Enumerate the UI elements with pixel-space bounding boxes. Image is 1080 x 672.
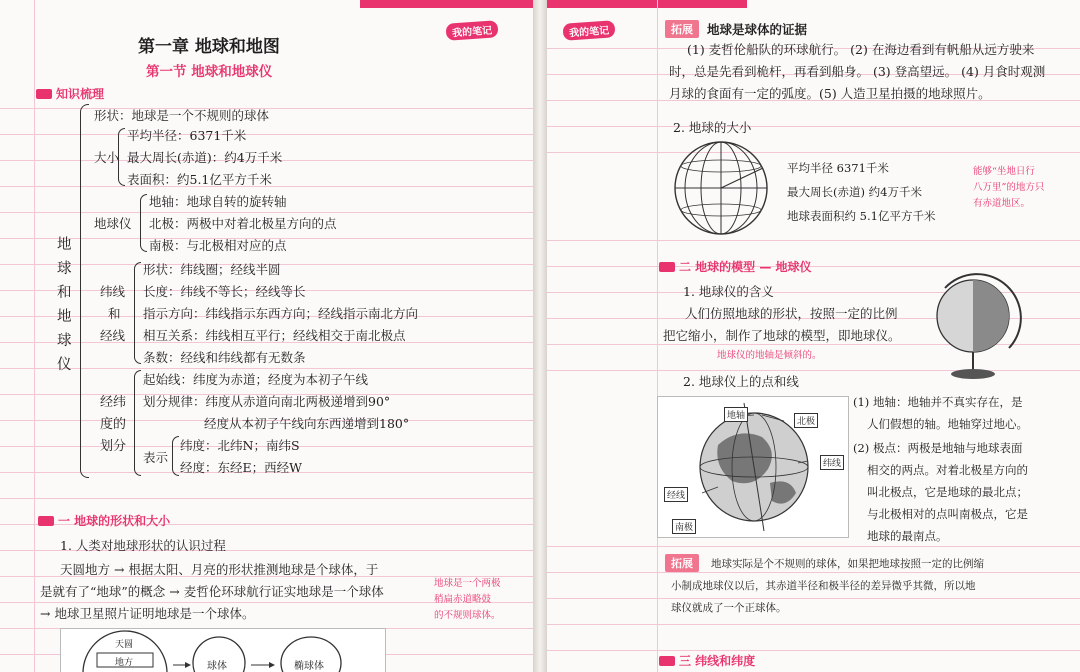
notation-label: 表示 [143,450,169,465]
lines-item: 条数：经线和纬线都有无数条 [143,350,306,365]
knowledge-badge-icon [36,89,52,99]
globe-model-illustration [925,270,1025,390]
evidence-line: 时，总是先看到桅杆，再看到船身。 (3) 登高望远。 (4) 月食时观测 [669,64,1046,79]
degree-item: 起始线：纬度为赤道；经度为本初子午线 [143,372,369,387]
degree-item: 经度从本初子午线向东西递增到180° [204,416,410,431]
lines-label: 和 [108,306,121,321]
degree-item: 划分规律：纬度从赤道向南北两极递增到90° [143,394,391,409]
section-badge-icon [659,262,675,272]
earth-size-diagram [667,138,777,238]
diagram-label: 天圆 [115,640,134,650]
points-line: 人们假想的轴。地轴穿过地心。 [867,417,1028,431]
size-side-note: 能够“坐地日行 [973,166,1035,177]
side-note: 稍扁赤道略鼓 [434,594,492,605]
left-page [0,0,533,672]
globe-points-diagram [657,396,849,538]
my-notes-tag: 我的笔记 [445,20,498,41]
lines-item: 指示方向：纬线指示东西方向；经线指示南北方向 [143,306,419,321]
evidence-line: 月球的食面有一定的弧度。(5) 人造卫星拍摄的地球照片。 [669,86,991,101]
section-title: 第一节 地球和地球仪 [146,64,273,80]
section-1-para: 天圆地方 → 根据太阳、月亮的形状推测地球是个球体，于 [60,562,379,577]
globe-label-south-pole: 南极 [672,519,696,534]
extension-badge: 拓展 [665,554,699,572]
lines-item: 形状：纬线圈；经线半圆 [143,262,281,277]
globe-label: 地球仪 [94,216,132,231]
globe-label-north-pole: 北极 [794,413,818,428]
points-line: 地球的最南点。 [867,529,948,543]
points-line: 叫北极点，它是地球的最北点； [867,485,1028,499]
size-title: 2. 地球的大小 [673,120,752,135]
section-3-title: 三 纬线和纬度 [679,654,756,668]
globe-item: 南极：与北极相对应的点 [149,238,287,253]
vertical-title: 地球和地球仪 [57,237,72,373]
evidence-title: 地球是球体的证据 [707,22,808,37]
extension-badge: 拓展 [665,20,699,38]
header-band-left [360,0,533,8]
book-gutter [533,0,547,672]
section-1-subtitle: 1. 人类对地球形状的认识过程 [60,538,226,553]
header-band-right [547,0,747,8]
size-item: 最大周长(赤道)：约4万千米 [127,150,283,165]
globe-item: 地轴：地球自转的旋转轴 [149,194,287,209]
margin-line [34,0,35,672]
globe-label-latitude: 纬线 [820,455,844,470]
size-side-note: 八万里”的地方只 [973,182,1045,193]
diagram-label: 地方 [115,658,134,668]
section-1-title: 一 地球的形状和大小 [58,514,171,528]
evidence-line: (1) 麦哲伦船队的环球航行。 (2) 在海边看到有帆船从远方驶来 [687,42,1035,57]
knowledge-tag: 知识梳理 [56,87,105,101]
size-line: 最大周长(赤道) 约4万千米 [787,185,922,199]
size-item: 平均半径：6371千米 [127,128,247,143]
globe-item: 北极：两极中对着北极星方向的点 [149,216,337,231]
points-title: 2. 地球仪上的点和线 [683,374,799,389]
globe-def-title: 1. 地球仪的含义 [683,284,774,299]
evolution-diagram [60,628,386,672]
points-line: (2) 极点：两极是地轴与地球表面 [853,441,1023,455]
shape-line: 形状：地球是一个不规则的球体 [94,108,270,123]
lines-label: 经线 [100,328,126,343]
size-line: 平均半径 6371千米 [787,161,889,175]
diagram-label: 球体 [207,661,227,672]
my-notes-tag: 我的笔记 [562,20,615,41]
size-line: 地球表面积约 5.1亿平方千米 [787,209,936,223]
size-side-note: 有赤道地区。 [973,198,1031,209]
extension-line: 地球实际是个不规则的球体，如果把地球按照一定的比例缩 [711,558,984,570]
section-1-para: 是就有了“地球”的概念 → 麦哲伦环球航行证实地球是一个球体 [40,584,384,599]
side-note: 的不规则球体。 [434,610,501,621]
points-line: (1) 地轴：地轴并不真实存在，是 [853,395,1023,409]
globe-def-line: 人们仿照地球的形状，按照一定的比例 [685,306,898,321]
globe-def-note: 地球仪的地轴是倾斜的。 [717,350,822,361]
extension-line: 球仪就成了一个正球体。 [671,602,787,614]
globe-label-longitude: 经线 [664,487,688,502]
diagram-label: 椭球体 [294,661,324,672]
section-2-title: 二 地球的模型 — 地球仪 [679,260,812,274]
notation-item: 经度：东经E；西经W [180,460,302,475]
side-note: 地球是一个两极 [434,578,501,589]
chapter-title: 第一章 地球和地图 [138,37,280,57]
main-brace [80,104,89,478]
section-badge-icon [659,656,675,666]
lines-item: 相互关系：纬线相互平行；经线相交于南北极点 [143,328,406,343]
globe-label-axis: 地轴 [724,407,748,422]
section-badge-icon [38,516,54,526]
section-1-para: → 地球卫星照片证明地球是一个球体。 [40,606,255,621]
right-page [547,0,1080,672]
extension-line: 小制成地球仪以后，其赤道半径和极半径的差异微乎其微，所以地 [671,580,976,592]
globe-def-line: 把它缩小，制作了地球的模型，即地球仪。 [663,328,901,343]
size-item: 表面积：约5.1亿平方千米 [127,172,272,187]
size-label: 大小 [94,150,120,165]
lines-item: 长度：纬线不等长；经线等长 [143,284,306,299]
points-line: 相交的两点。对着北极星方向的 [867,463,1028,477]
notation-item: 纬度：北纬N；南纬S [180,438,300,453]
points-line: 与北极相对的点叫南极点，它是 [867,507,1028,521]
degree-label: 经纬度的划分 [100,395,127,454]
lines-label: 纬线 [100,284,126,299]
